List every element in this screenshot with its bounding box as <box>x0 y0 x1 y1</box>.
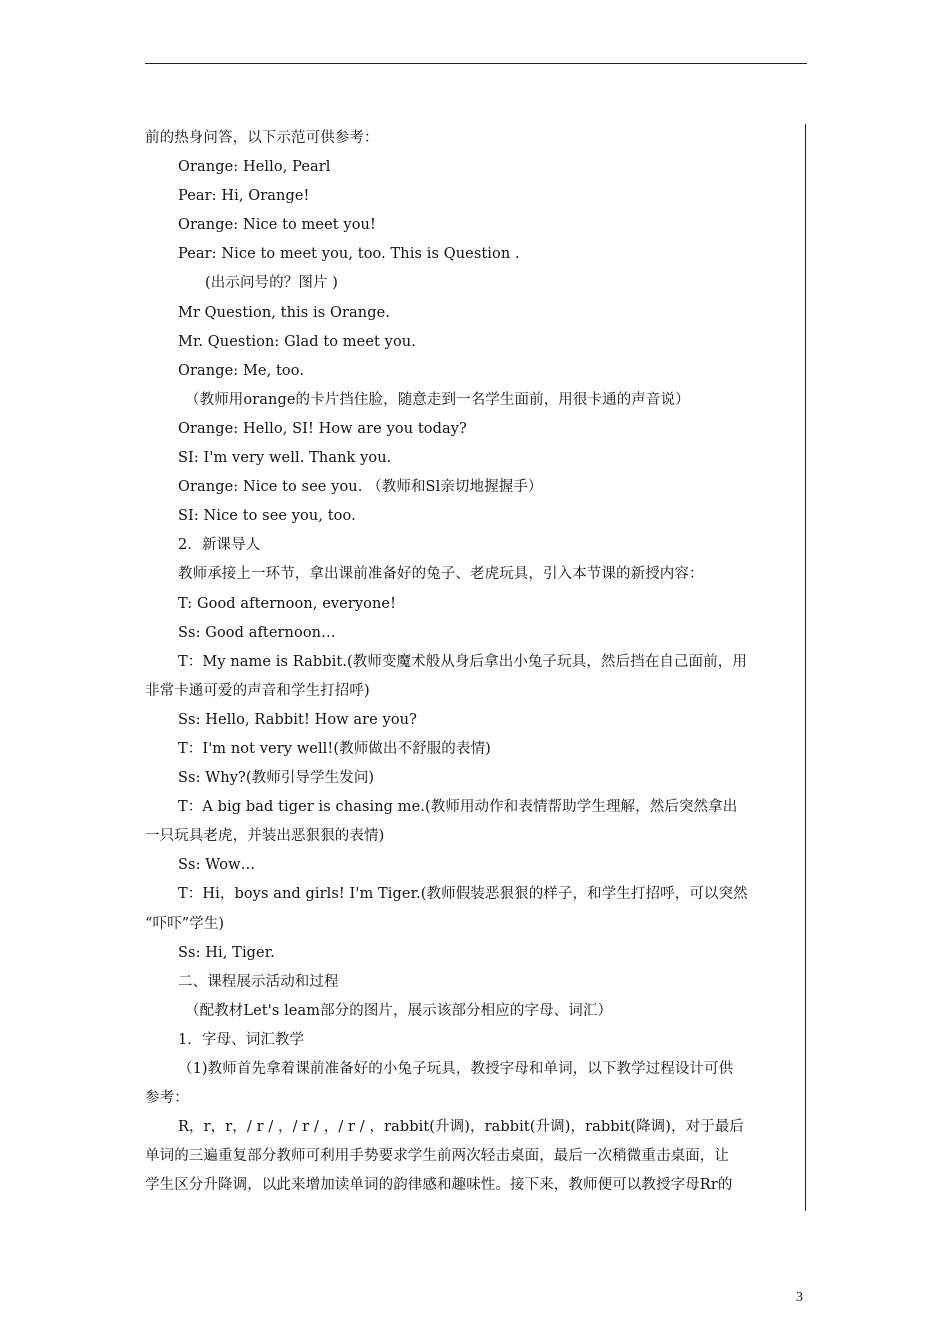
text-line: （1)教师首先拿着课前准备好的小兔子玩具，教授字母和单词，以下教学过程设计可供 <box>178 1061 734 1077</box>
text-line: Pear: Hi, Orange! <box>178 188 310 205</box>
text-line: Orange: Me, too. <box>178 362 305 379</box>
text-line: 2．新课导人 <box>178 537 261 554</box>
text-line: 前的热身问答，以下示范可供参考： <box>145 130 379 146</box>
text-line: （配教材Let's leam部分的图片，展示该部分相应的字母、词汇） <box>185 1002 613 1019</box>
text-line: Ss: Good afternoon… <box>178 624 336 641</box>
text-line: “吓吓”学生) <box>145 915 225 932</box>
document-body <box>145 124 805 1200</box>
text-line: Orange: Hello, Pearl <box>178 159 331 176</box>
text-line: T: Good afternoon, everyone! <box>178 595 397 612</box>
text-line: T：My name is Rabbit.(教师变魔术般从身后拿出小兔子玩具，然后挡在自己面前，用 <box>178 653 747 670</box>
text-line: Pear: Nice to meet you, too. This is Question . <box>178 246 520 263</box>
page-number: 3 <box>796 1290 803 1305</box>
text-line: 1．字母、词汇教学 <box>178 1031 305 1048</box>
text-line: SI: I'm very well. Thank you. <box>178 450 392 467</box>
text-line: Ss: Wow… <box>178 857 256 874</box>
text-line: R，r，r，/ r / ，/ r / ，/ r / ，rabbit(升调)，rabbit(升调)，rabbit(降调)，对于最后 <box>178 1119 745 1136</box>
text-line: Orange: Nice to meet you! <box>178 217 376 234</box>
text-line: 参考： <box>145 1090 189 1107</box>
text-line: T：Hi，boys and girls! I'm Tiger.(教师假装恶狠狠的样子，和学生打招呼，可以突然 <box>178 886 748 903</box>
text-line: Mr Question, this is Orange. <box>178 304 391 321</box>
text-line: Orange: Hello, SI! How are you today? <box>178 420 467 437</box>
text-line: 教师承接上一环节，拿出课前准备好的兔子、老虎玩具，引入本节课的新授内容： <box>178 566 704 583</box>
text-line: Ss: Why?(教师引导学生发问) <box>178 770 375 787</box>
text-line: 二、课程展示活动和过程 <box>178 973 339 990</box>
text-line: SI: Nice to see you, too. <box>178 508 356 525</box>
header-rule <box>145 63 807 64</box>
text-line: 学生区分升降调，以此来增加读单词的韵律感和趣味性。接下来，教师便可以教授字母Rr的 <box>145 1177 733 1194</box>
text-line: T：A big bad tiger is chasing me.(教师用动作和表情帮助学生理解，然后突然拿出 <box>178 799 738 816</box>
text-line: Orange: Nice to see you. （教师和Sl亲切地握握手） <box>178 479 543 496</box>
text-line: T：I'm not very well!(教师做出不舒服的表情) <box>178 740 491 757</box>
text-line: Ss: Hi, Tiger. <box>178 944 275 961</box>
text-line: (出示问号的？图片 ) <box>205 275 339 292</box>
text-line: 一只玩具老虎，并装出恶狠狠的表情) <box>145 828 385 845</box>
text-line: 单词的三遍重复部分教师可利用手势要求学生前两次轻击桌面，最后一次稍微重击桌面，让 <box>145 1148 729 1165</box>
text-line: （教师用orange的卡片挡住脸，随意走到一名学生面前，用很卡通的声音说） <box>185 391 690 408</box>
text-line: Mr. Question: Glad to meet you. <box>178 333 416 350</box>
text-line: Ss: Hello, Rabbit! How are you? <box>178 711 417 728</box>
text-line: 非常卡通可爱的声音和学生打招呼) <box>145 682 370 699</box>
right-border-rule <box>805 124 806 1211</box>
